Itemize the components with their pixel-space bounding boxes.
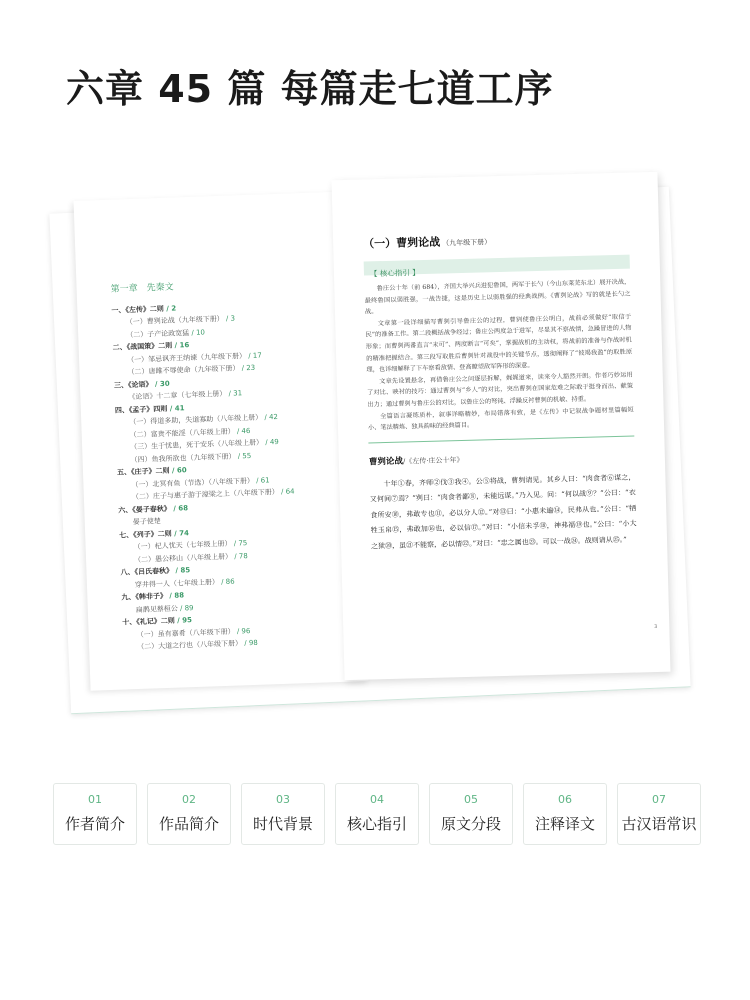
step-number: 04 — [370, 793, 384, 806]
toc-entry-page: / 30 — [154, 379, 170, 388]
step-number: 01 — [88, 793, 102, 806]
guide-paragraph: 全篇语言凝练质朴，叙事详略精妙，布局错落有致，是《左传》中记叙战争题材里篇幅短小、笔法精炼、独具韵味的经典篇目。 — [367, 406, 634, 432]
toc-entry-title: 《论语》十二章（七年级上册） — [128, 389, 227, 402]
toc-entry-page: / 2 — [166, 303, 177, 313]
toc-entry-page: / 64 — [280, 487, 295, 496]
source-title — [369, 448, 635, 467]
core-guide-label: 【 核心指引 】 — [369, 268, 420, 279]
toc-entry-page: / 88 — [169, 591, 185, 600]
toc-entry-title: （一）邹忌讽齐王纳谏（九年级下册） — [126, 351, 247, 364]
toc-entry-page: / 89 — [179, 603, 194, 613]
source-reference: /《左传·庄公十年》 — [402, 455, 464, 466]
step-label: 作者简介 — [64, 815, 125, 833]
toc-entry-title: 八、《吕氏春秋》 — [120, 566, 174, 577]
step-card — [429, 783, 513, 845]
toc-entry-title: 九、《韩非子》 — [121, 591, 168, 602]
article-page — [332, 172, 671, 680]
article-title-grade: （九年级下册） — [442, 238, 492, 248]
toc-entry-page: / 85 — [175, 566, 191, 575]
toc-entry-title: （二）大道之行也（八年级下册） — [137, 639, 243, 652]
toc-entry-page: / 68 — [173, 503, 189, 513]
toc-entry-title: （一）杞人忧天（七年级上册） — [133, 539, 232, 552]
core-guide-tag — [364, 255, 630, 279]
article-title — [363, 229, 629, 252]
toc-entry-title: （一）虽有嘉肴（八年级下册） — [136, 627, 235, 639]
toc-entry-page: / 78 — [234, 551, 248, 561]
article-content — [363, 229, 637, 555]
process-steps — [53, 783, 699, 845]
toc-entry-page: / 41 — [169, 403, 185, 413]
headline: 六章 45 篇 每篇走七道工序 — [66, 67, 554, 111]
toc-entry-title: （二）庄子与惠子游于濠梁之上（八年级下册） — [131, 488, 279, 502]
toc-entry-page: / 3 — [225, 314, 236, 323]
step-card — [53, 783, 137, 845]
toc-entry-title: 三、《论语》 — [113, 379, 153, 390]
step-label: 原文分段 — [440, 815, 501, 833]
toc-entry-title: （一）曹刿论战（九年级下册） — [125, 314, 224, 327]
toc-entry-title: （二）富贵不能淫（八年级上册） — [129, 427, 235, 439]
step-card — [241, 783, 325, 845]
toc-list — [111, 296, 363, 654]
toc-entry-page: / 75 — [233, 539, 248, 548]
toc-entry-title: 二、《战国策》二则 — [112, 341, 173, 352]
toc-entry-title: （二）愚公移山（八年级上册） — [133, 552, 233, 564]
step-label: 古汉语常识 — [621, 815, 697, 833]
toc-entry-page: / 42 — [264, 413, 279, 422]
toc-entry-page: / 10 — [191, 327, 206, 337]
step-card — [335, 783, 419, 845]
toc-entry-title: 七、《列子》二则 — [119, 529, 172, 540]
toc-entry-title: （二）子产论政宽猛 — [126, 328, 190, 339]
page-number: 3 — [654, 623, 658, 631]
guide-paragraph: 鲁庄公十年（前 684），齐国大举兴兵进犯鲁国，两军于长勺（今山东莱芜东北）展开决战，最终鲁国以弱胜强，一战告捷，这是历史上以弱胜强的经典战例。《曹刿论战》写的就是长勺之战。 — [364, 278, 631, 316]
toc-entry-title: 四、《孟子》四则 — [114, 404, 168, 415]
source-title-text: 曹刿论战 — [368, 456, 404, 468]
toc-entry-page: / 61 — [255, 475, 270, 485]
toc-page — [74, 191, 369, 690]
toc-entry-page: / 46 — [236, 426, 251, 435]
step-label: 作品简介 — [158, 815, 219, 833]
toc-entry-page: / 60 — [171, 466, 187, 475]
toc-entry-title: （一）北冥有鱼（节选）（八年级下册） — [131, 476, 255, 489]
toc-entry-title: 五、《庄子》二则 — [116, 466, 170, 477]
toc-chapter-title: 第一章 先秦文 — [110, 282, 174, 295]
step-card — [147, 783, 231, 845]
step-label: 核心指引 — [346, 815, 407, 833]
source-text: 十年①春，齐师②伐③我④。公⑤将战，曹刿请见。其乡人曰：“肉食者⑥谋之，又何间⑦焉？”刿曰：“肉食者鄙⑧，未能远谋。”乃入见。问：“何以战⑨？”公曰：“衣食所安⑩，弗敢专也⑪，必以分人⑫。”对⑬曰：“小惠未遍⑭，民弗从也。”公曰：“牺牲玉帛⑮，弗敢加⑯也，必以信⑰。”对曰：“小信未孚⑱，神弗福⑲也。”公曰：“小大之狱⑳，虽㉑不能察，必以情㉒。”对曰：“忠之属也㉓。可以一战㉔。战则请从㉕。” — [369, 473, 637, 551]
toc-entry-title: （三）生于忧患，死于安乐（八年级上册） — [130, 438, 264, 452]
step-number: 06 — [558, 793, 572, 806]
toc-entry-page: / 98 — [244, 638, 258, 648]
toc-entry-page: / 86 — [221, 577, 235, 586]
toc-entry-page: / 31 — [228, 389, 243, 398]
toc-entry-title: 扁鹊见蔡桓公 — [135, 604, 178, 614]
step-card — [523, 783, 607, 845]
toc-entry-title: 一、《左传》二则 — [111, 304, 164, 315]
table-of-contents — [110, 275, 363, 654]
step-number: 02 — [182, 793, 196, 806]
toc-entry-title: （四）鱼我所欲也（九年级下册） — [130, 452, 236, 464]
step-number: 05 — [464, 793, 478, 806]
toc-entry-title: 十、《礼记》二则 — [122, 616, 175, 627]
step-number: 07 — [652, 793, 666, 806]
step-label: 时代背景 — [252, 815, 313, 833]
toc-entry-page: / 55 — [237, 451, 252, 460]
toc-entry-title: （二）唐雎不辱使命（九年级下册） — [127, 364, 240, 377]
toc-entry-title: 晏子使楚 — [132, 517, 161, 527]
toc-entry-page: / 49 — [265, 437, 279, 447]
toc-entry-title: （一）得道多助，失道寡助（八年级上册） — [129, 413, 263, 427]
toc-entry-page: / 95 — [177, 616, 193, 625]
article-title-text: （一）曹刿论战 — [363, 235, 441, 251]
guide-paragraph: 文章第一段详细描写曹刿引导鲁庄公的过程，曹刿使鲁庄公明白，战前必须做好“取信于民”的准备工作。第二段概括战争经过；鲁庄公两度急于进军，尽显其不察战情，急躁冒进的人物形象；而曹刿两番直言“未可”、两度断言“可矣”，掌握战机的主动权，将战前的准备与作战时机的精准把握结合。第三段写取胜后曹刿针对战役中的关键节点，透彻阐释了“彼竭我盈”的取胜原理，也详细解释了下车察看敌情、登高瞭望敌军阵形的深意。 — [365, 313, 633, 374]
step-label: 注释译文 — [534, 815, 595, 833]
toc-entry-page: / 74 — [173, 528, 190, 538]
toc-entry-page: / 16 — [174, 341, 190, 350]
step-number: 03 — [276, 793, 290, 806]
step-card — [617, 783, 701, 845]
guide-paragraph: 文章先设置悬念，再借鲁庄公之问逐层拆解，娓娓道来，读来令人豁然开朗。作者巧妙运用了对比、映衬的技巧：通过曹刿与“乡人”的对比，突出曹刿在国家危难之际敢于挺身而出、献策出力；通过曹刿与鲁庄公的对比，以鲁庄公的弩钝、浮躁反衬曹刿的机敏、持重。 — [367, 371, 634, 409]
section-divider — [368, 435, 634, 443]
toc-entry-page: / 23 — [241, 363, 256, 373]
toc-entry-title: 六、《晏子春秋》 — [118, 504, 171, 515]
toc-entry-page: / 17 — [248, 351, 262, 360]
toc-entry-page: / 96 — [236, 626, 251, 636]
toc-entry-title: 穿井得一人（七年级上册） — [134, 577, 220, 589]
